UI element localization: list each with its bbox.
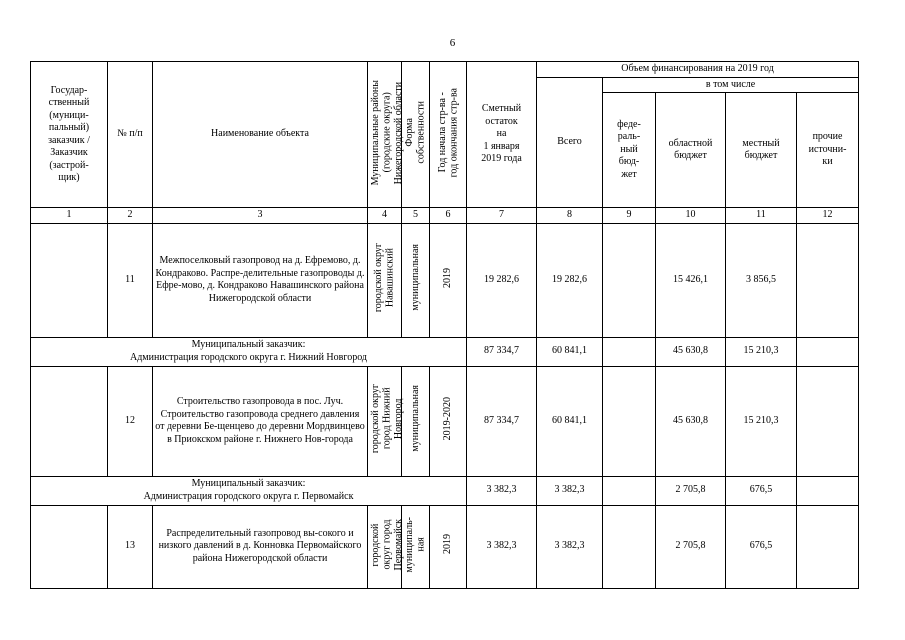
object-name: Межпоселковый газопровод на д. Ефремово, д. Кондраково. Распре-делительные газопроводы д. Ефре-мово, д. Кондраково Навашинского района Нижегородской области — [153, 223, 368, 337]
other-value — [797, 337, 859, 366]
header-balance — [467, 62, 537, 208]
column-number: 7 — [467, 208, 537, 224]
object-years — [430, 223, 467, 337]
local-value: 15 210,3 — [726, 337, 797, 366]
object-years — [430, 505, 467, 588]
federal-value — [603, 476, 656, 505]
other-value — [797, 505, 859, 588]
column-number: 12 — [797, 208, 859, 224]
header-customer — [31, 62, 108, 208]
local-value: 15 210,3 — [726, 366, 797, 476]
header-years — [430, 62, 467, 208]
header-ownership — [402, 62, 430, 208]
total-value: 60 841,1 — [537, 366, 603, 476]
object-district — [368, 366, 402, 476]
column-number: 9 — [603, 208, 656, 224]
balance-value: 19 282,6 — [467, 223, 537, 337]
header-years-text: Год начала стр-ва - год окончания стр-ва — [436, 87, 459, 177]
header-regional — [656, 93, 726, 208]
column-number: 6 — [430, 208, 467, 224]
object-no: 12 — [108, 366, 153, 476]
customer-cell-empty — [31, 505, 108, 588]
header-customer-text: Государ- ственный (муници- пальный) заказчик / Заказчик (застрой- щик) — [48, 84, 90, 183]
table-row-object-13 — [31, 505, 859, 588]
object-years-text: 2019 — [442, 534, 454, 555]
header-federal-text: феде- раль- ный бюд- жет — [617, 118, 641, 180]
object-no: 13 — [108, 505, 153, 588]
object-district-text: городской округ Навашинский — [373, 243, 396, 313]
other-value — [797, 223, 859, 337]
object-name: Распределительный газопровод вы-сокого и низкого давлений в д. Конновка Первомайского района Нижегородской области — [153, 505, 368, 588]
header-object-name: Наименование объекта — [153, 62, 368, 208]
column-number: 5 — [402, 208, 430, 224]
column-number: 11 — [726, 208, 797, 224]
customer-label-text: Муниципальный заказчик: Администрация городского округа г. Первомайск — [143, 478, 354, 502]
object-years — [430, 366, 467, 476]
header-districts-text: Муниципальные районы (городские округа) Нижегородской области — [370, 79, 404, 185]
header-local — [726, 93, 797, 208]
header-districts — [368, 62, 402, 208]
column-number: 2 — [108, 208, 153, 224]
customer-label-text: Муниципальный заказчик: Администрация городского округа г. Нижний Новгород — [129, 339, 368, 363]
column-number: 8 — [537, 208, 603, 224]
regional-value: 2 705,8 — [656, 476, 726, 505]
total-value: 3 382,3 — [537, 476, 603, 505]
other-value — [797, 476, 859, 505]
object-ownership-text: муниципаль- ная — [404, 516, 427, 572]
customer-cell-empty — [31, 366, 108, 476]
object-ownership — [402, 223, 430, 337]
object-ownership-text: муниципальная — [409, 244, 421, 312]
regional-value: 45 630,8 — [656, 337, 726, 366]
column-number: 3 — [153, 208, 368, 224]
balance-value: 87 334,7 — [467, 337, 537, 366]
object-district-text: городской округ город Первомайск — [370, 518, 404, 570]
balance-value: 3 382,3 — [467, 476, 537, 505]
column-number: 1 — [31, 208, 108, 224]
federal-value — [603, 337, 656, 366]
object-district-text: городской округ город Нижний Новгород — [370, 384, 404, 454]
header-ownership-text: Форма собственности — [404, 100, 427, 164]
customer-label — [31, 337, 467, 366]
object-no: 11 — [108, 223, 153, 337]
object-ownership — [402, 505, 430, 588]
object-district — [368, 505, 402, 588]
total-value: 60 841,1 — [537, 337, 603, 366]
regional-value: 2 705,8 — [656, 505, 726, 588]
object-district — [368, 223, 402, 337]
local-value: 676,5 — [726, 476, 797, 505]
header-including: в том числе — [603, 77, 859, 93]
header-no: № п/п — [108, 62, 153, 208]
balance-value: 87 334,7 — [467, 366, 537, 476]
column-numbers-row — [31, 208, 859, 224]
table-row-object-11 — [31, 223, 859, 337]
header-total: Всего — [537, 77, 603, 208]
object-years-text: 2019 — [442, 267, 454, 288]
header-local-text: местный бюджет — [742, 137, 780, 161]
object-ownership-text: муниципальная — [409, 385, 421, 453]
customer-cell-empty — [31, 223, 108, 337]
federal-value — [603, 366, 656, 476]
header-funding: Объем финансирования на 2019 год — [537, 62, 859, 78]
customer-label — [31, 476, 467, 505]
other-value — [797, 366, 859, 476]
table-row-customer-pervomaysk — [31, 476, 859, 505]
local-value: 3 856,5 — [726, 223, 797, 337]
financing-table — [30, 61, 859, 589]
object-name: Строительство газопровода в пос. Луч. Строительство газопровода среднего давления от деревни Бе-щенцево до деревни Мордвинцево в Приокском районе г. Нижнего Нов-города — [153, 366, 368, 476]
header-federal — [603, 93, 656, 208]
federal-value — [603, 223, 656, 337]
table-row-customer-nizhny-novgorod — [31, 337, 859, 366]
total-value: 3 382,3 — [537, 505, 603, 588]
federal-value — [603, 505, 656, 588]
header-other — [797, 93, 859, 208]
table-row-object-12 — [31, 366, 859, 476]
column-number: 10 — [656, 208, 726, 224]
balance-value: 3 382,3 — [467, 505, 537, 588]
object-years-text: 2019-2020 — [442, 397, 454, 441]
regional-value: 45 630,8 — [656, 366, 726, 476]
page-number: 6 — [449, 37, 456, 49]
header-balance-text: Сметный остаток на 1 января 2019 года — [481, 103, 522, 165]
regional-value: 15 426,1 — [656, 223, 726, 337]
column-number: 4 — [368, 208, 402, 224]
header-other-text: прочие источни- ки — [808, 131, 847, 168]
object-ownership — [402, 366, 430, 476]
local-value: 676,5 — [726, 505, 797, 588]
total-value: 19 282,6 — [537, 223, 603, 337]
header-regional-text: областной бюджет — [668, 137, 713, 161]
